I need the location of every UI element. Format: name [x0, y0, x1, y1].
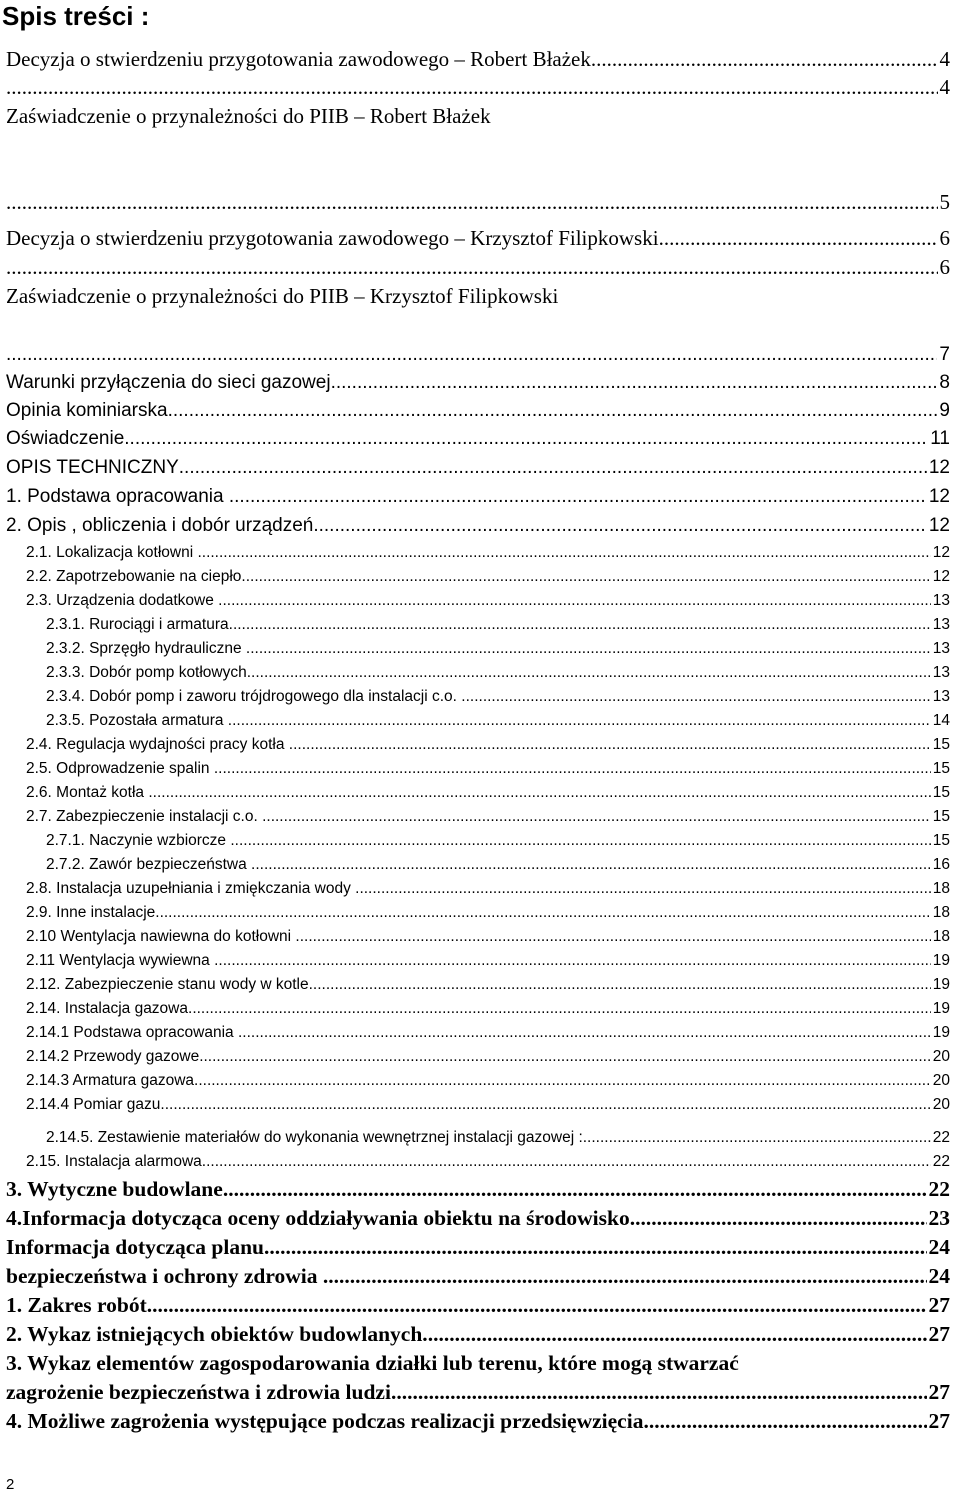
toc-entry[interactable]: 2.4. Regulacja wydajności pracy kotła . ..... 15	[26, 732, 950, 754]
toc-entry[interactable]: 2.3.2. Sprzęgło hydrauliczne . ..... 13	[46, 636, 950, 658]
toc-entry[interactable]: 1. Podstawa opracowania . ..... 12	[6, 482, 950, 508]
page-number: 2	[6, 1476, 15, 1493]
dot-leader	[313, 976, 931, 994]
toc-entry[interactable]: 2.14.4 Pomiar gazu. ..... 20	[26, 1092, 950, 1114]
toc-entry[interactable]: 4. Możliwe zagrożenia występujące podczas realizacji przedsięwzięcia ..... 27	[6, 1407, 950, 1433]
toc-entry[interactable]: 2.7.2. Zawór bezpieczeństwa . ..... 16	[46, 852, 950, 874]
dot-leader	[6, 255, 938, 279]
toc-entry[interactable]: Zaświadczenie o przynależności do PIIB – Robert Błażek	[6, 104, 491, 128]
dot-leader	[218, 952, 930, 970]
toc-entry[interactable]: ..... 6	[6, 253, 950, 279]
toc-entry[interactable]: 2.15. Instalacja alarmowa. ..... 22	[26, 1149, 950, 1171]
toc-entry[interactable]: 4.Informacja dotycząca oceny oddziaływania obiektu na środowisko ..... 23	[6, 1204, 950, 1230]
toc-entry[interactable]: Opinia kominiarska ..... 9	[6, 396, 950, 422]
dot-leader	[242, 1024, 930, 1042]
toc-entry[interactable]: 2.11 Wentylacja wywiewna . ..... 19	[26, 948, 950, 970]
dot-leader	[313, 515, 927, 537]
dot-leader	[293, 736, 931, 754]
toc-entry[interactable]: Warunki przyłączenia do sieci gazowej ..... 8	[6, 368, 950, 394]
dot-leader	[168, 400, 938, 422]
toc-entry[interactable]: Informacja dotycząca planu ..... 24	[6, 1233, 950, 1259]
dot-leader	[223, 1177, 927, 1201]
dot-leader	[198, 1072, 930, 1090]
toc-entry[interactable]: 2.3.3. Dobór pomp kotłowych ..... 13	[46, 660, 950, 682]
toc-entry[interactable]: 2.14.5. Zestawienie materiałów do wykonania wewnętrznej instalacji gazowej : ..... 22	[46, 1125, 950, 1147]
toc-entry[interactable]: 2.14. Instalacja gazowa. ..... 19	[26, 996, 950, 1018]
dot-leader	[428, 1322, 927, 1346]
dot-leader	[234, 486, 927, 508]
toc-entry[interactable]: 2. Opis , obliczenia i dobór urządzeń ..... 12	[6, 511, 950, 537]
dot-leader	[179, 457, 927, 479]
dot-leader	[235, 832, 931, 850]
dot-leader	[643, 1409, 926, 1433]
toc-entry[interactable]: 2.14.3 Armatura gazowa. ..... 20	[26, 1068, 950, 1090]
toc-entry[interactable]: 1. Zakres robót ..... 27	[6, 1291, 950, 1317]
toc-title: Spis treści :	[2, 1, 150, 31]
dot-leader	[300, 928, 931, 946]
toc-entry[interactable]: ..... 7	[6, 340, 950, 366]
toc-entry[interactable]: 2.3.5. Pozostała armatura . ..... 14	[46, 708, 950, 730]
dot-leader	[591, 47, 938, 71]
dot-leader	[6, 75, 938, 99]
dot-leader	[359, 880, 930, 898]
toc-entry[interactable]: 2.3. Urządzenia dodatkowe . ..... 13	[26, 588, 950, 610]
dot-leader	[630, 1206, 927, 1230]
dot-leader	[124, 428, 928, 450]
dot-leader	[241, 568, 930, 586]
toc-entry[interactable]: 3. Wykaz elementów zagospodarowania działki lub terenu, które mogą stwarzać	[6, 1351, 739, 1375]
toc-entry[interactable]: OPIS TECHNICZNY ..... 12	[6, 453, 950, 479]
dot-leader	[222, 592, 930, 610]
dot-leader	[331, 372, 938, 394]
dot-leader	[255, 856, 930, 874]
toc-entry[interactable]: Decyzja o stwierdzeniu przygotowania zawodowego – Krzysztof Filipkowski ..... 6	[6, 224, 950, 250]
dot-leader	[583, 1129, 931, 1147]
toc-entry[interactable]: 2.10 Wentylacja nawiewna do kotłowni . ..... 18	[26, 924, 950, 946]
toc-entry[interactable]: 3. Wytyczne budowlane ..... 22	[6, 1175, 950, 1201]
dot-leader	[466, 688, 931, 706]
toc-entry[interactable]: 2.7. Zabezpieczenie instalacji c.o. . ..... 15	[26, 804, 950, 826]
dot-leader	[192, 1000, 930, 1018]
toc-entry[interactable]: 2.2. Zapotrzebowanie na ciepło ..... 12	[26, 564, 950, 586]
dot-leader	[6, 344, 937, 366]
dot-leader	[199, 1048, 931, 1066]
toc-entry[interactable]: 2.12. Zabezpieczenie stanu wody w kotle. ..... 19	[26, 972, 950, 994]
dot-leader	[202, 544, 931, 562]
toc-entry[interactable]: 2.14.2 Przewody gazowe ..... 20	[26, 1044, 950, 1066]
toc-entry[interactable]: ..... 5	[6, 188, 950, 214]
toc-entry[interactable]: 2.9. Inne instalacje ..... 18	[26, 900, 950, 922]
toc-entry[interactable]: 2.14.1 Podstawa opracowania . ..... 19	[26, 1020, 950, 1042]
dot-leader	[218, 760, 931, 778]
toc-entry[interactable]: zagrożenie bezpieczeństwa i zdrowia ludzi. ..... 27	[6, 1378, 950, 1404]
toc-entry[interactable]: Oświadczenie ..... 11	[6, 424, 950, 450]
dot-leader	[328, 1264, 926, 1288]
toc-entry[interactable]: ..... 4	[6, 73, 950, 99]
dot-leader	[266, 808, 930, 826]
toc-entry[interactable]: 2.7.1. Naczynie wzbiorcze . ..... 15	[46, 828, 950, 850]
dot-leader	[153, 784, 931, 802]
dot-leader	[206, 1153, 931, 1171]
toc-entry[interactable]: 2. Wykaz istniejących obiektów budowlanych. ..... 27	[6, 1320, 950, 1346]
dot-leader	[247, 664, 931, 682]
toc-entry[interactable]: 2.1. Lokalizacja kotłowni . ..... 12	[26, 540, 950, 562]
toc-entry[interactable]: Decyzja o stwierdzeniu przygotowania zawodowego – Robert Błażek ..... 4	[6, 45, 950, 71]
toc-entry[interactable]: 2.8. Instalacja uzupełniania i zmiękczania wody . ..... 18	[26, 876, 950, 898]
dot-leader	[250, 640, 931, 658]
dot-leader	[6, 190, 938, 214]
toc-entry[interactable]: Zaświadczenie o przynależności do PIIB – Krzysztof Filipkowski	[6, 284, 559, 308]
dot-leader	[659, 226, 938, 250]
toc-entry[interactable]: bezpieczeństwa i ochrony zdrowia . ..... 24	[6, 1262, 950, 1288]
dot-leader	[155, 904, 930, 922]
dot-leader	[229, 616, 931, 634]
dot-leader	[147, 1293, 927, 1317]
toc-entry[interactable]: 2.3.1. Rurociągi i armatura ..... 13	[46, 612, 950, 634]
toc-entry[interactable]: 2.6. Montaż kotła . ..... 15	[26, 780, 950, 802]
dot-leader	[396, 1380, 926, 1404]
dot-leader	[264, 1235, 927, 1259]
toc-entry[interactable]: 2.5. Odprowadzenie spalin . ..... 15	[26, 756, 950, 778]
toc-entry[interactable]: 2.3.4. Dobór pomp i zaworu trójdrogowego dla instalacji c.o. . ..... 13	[46, 684, 950, 706]
dot-leader	[165, 1096, 931, 1114]
dot-leader	[232, 712, 931, 730]
